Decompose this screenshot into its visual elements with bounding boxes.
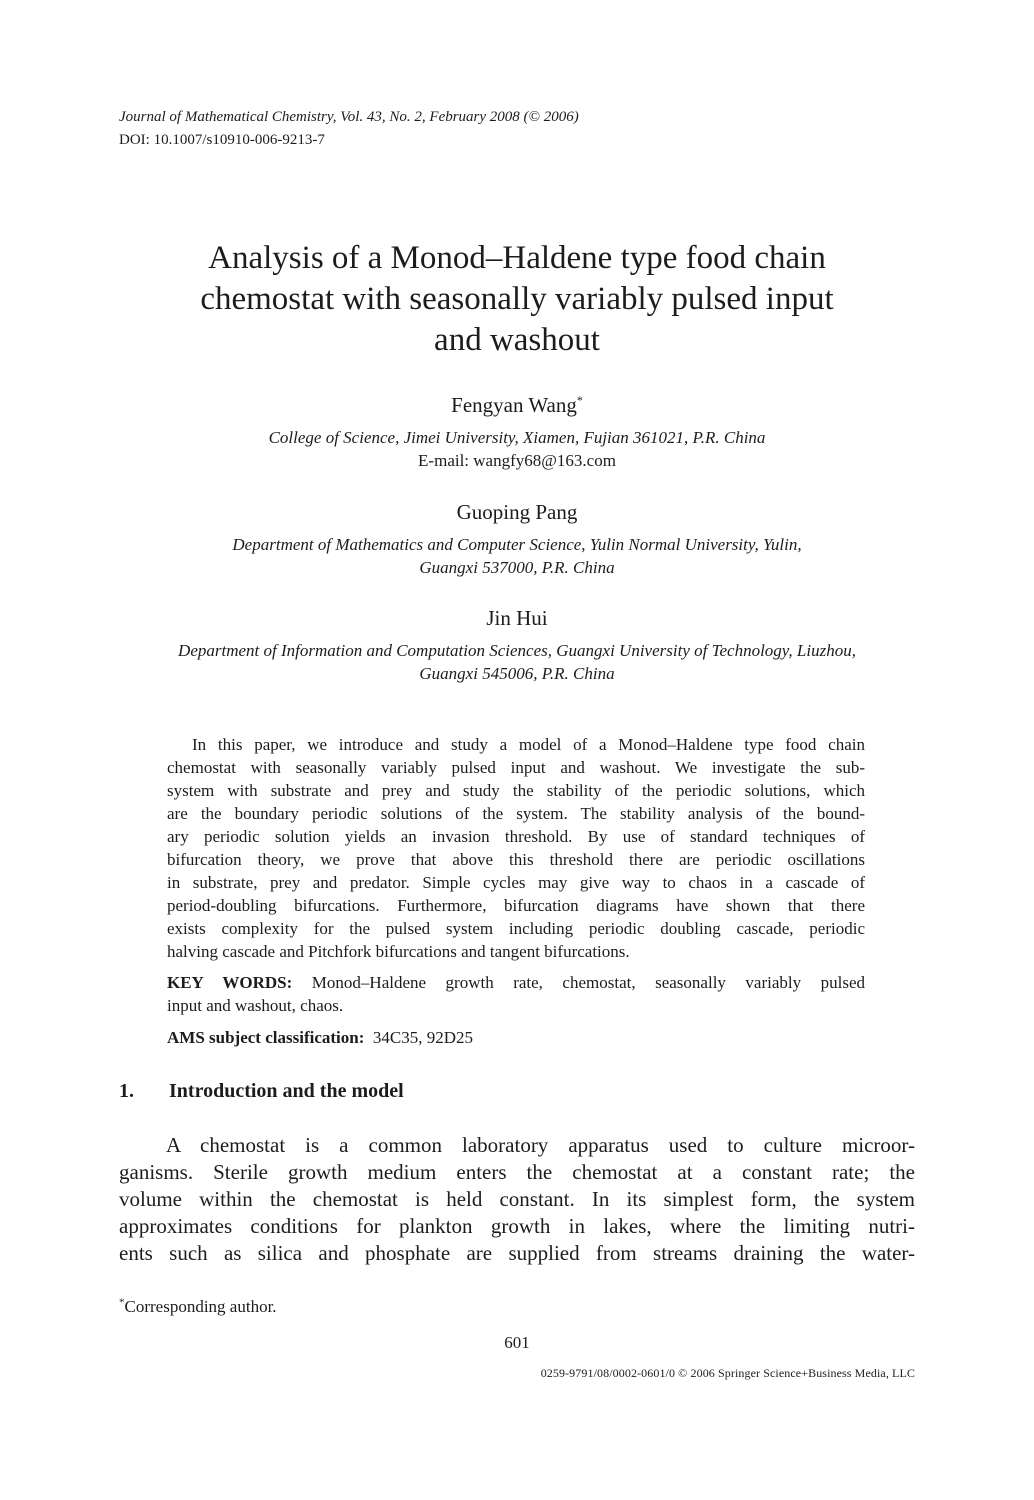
author-affiliation: Guangxi 537000, P.R. China [419,558,615,577]
doi: DOI: 10.1007/s10910-006-9213-7 [119,132,325,148]
footnote-mark: * [119,1296,125,1309]
author-name: Fengyan Wang* [451,393,583,417]
author-email: E-mail: wangfy68@163.com [418,451,616,470]
author-affiliation: Guangxi 545006, P.R. China [419,664,615,683]
section-title: Introduction and the model [169,1080,404,1102]
page-number: 601 [504,1333,530,1352]
keywords-line: input and washout, chaos. [167,996,344,1015]
journal-citation: Journal of Mathematical Chemistry, Vol. 43, No. 2, February 2008 (© 2006) [119,109,579,125]
ams-label: AMS subject classification: [167,1028,365,1047]
abstract-line: in substrate, prey and predator. Simple cycles may give way to chaos in a cascade of [167,873,865,892]
paper-title [140,238,894,361]
abstract-line: chemostat with seasonally variably pulsed input and washout. We investigate the sub- [167,758,865,777]
abstract-line: are the boundary periodic solutions of the system. The stability analysis of the bound- [167,804,865,823]
keywords-line: KEY WORDS: Monod–Haldene growth rate, chemostat, seasonally variably pulsed [167,973,865,992]
abstract [167,733,865,963]
keywords [167,971,865,1017]
copyright-line: 0259-9791/08/0002-0601/0 © 2006 Springer Science+Business Media, LLC [540,1366,915,1380]
author-affiliation: College of Science, Jimei University, Xiamen, Fujian 361021, P.R. China [268,428,766,447]
abstract-line: bifurcation theory, we prove that above this threshold there are periodic oscillations [167,850,865,869]
body-line: ganisms. Sterile growth medium enters the chemostat at a constant rate; the [119,1160,915,1184]
section-heading [119,1078,404,1104]
footnote-text: Corresponding author. [124,1297,277,1316]
title-line: chemostat with seasonally variably pulsed input [200,281,834,317]
body-line: approximates conditions for plankton growth in lakes, where the limiting nutri- [119,1214,915,1238]
body-paragraph [119,1132,915,1267]
ams-value: 34C35, 92D25 [372,1028,473,1047]
body-line: volume within the chemostat is held constant. In its simplest form, the system [119,1187,915,1211]
abstract-line: halving cascade and Pitchfork bifurcations and tangent bifurcations. [167,942,630,961]
abstract-line: system with substrate and prey and study the stability of the periodic solutions, which [167,781,865,800]
abstract-line: In this paper, we introduce and study a model of a Monod–Haldene type food chain [192,735,865,754]
keywords-label: KEY WORDS: [167,973,293,992]
ams-classification [167,1026,473,1049]
author-name: Guoping Pang [456,500,578,524]
body-line: ents such as silica and phosphate are supplied from streams draining the water- [119,1241,915,1265]
author-affiliation: Department of Information and Computation Sciences, Guangxi University of Technology, Liuzhou, [178,641,856,660]
body-line: A chemostat is a common laboratory apparatus used to culture microor- [166,1133,915,1157]
corresponding-mark: * [576,393,583,407]
abstract-line: exists complexity for the pulsed system including periodic doubling cascade, periodic [167,919,865,938]
section-number: 1. [119,1080,134,1102]
footnote [119,1296,277,1318]
author-name: Jin Hui [486,606,548,630]
abstract-line: period-doubling bifurcations. Furthermore, bifurcation diagrams have shown that there [167,896,865,915]
abstract-line: ary periodic solution yields an invasion threshold. By use of standard techniques of [167,827,865,846]
title-line: Analysis of a Monod–Haldene type food chain [208,240,826,276]
title-line: and washout [434,322,600,358]
author-affiliation: Department of Mathematics and Computer Science, Yulin Normal University, Yulin, [232,535,802,554]
